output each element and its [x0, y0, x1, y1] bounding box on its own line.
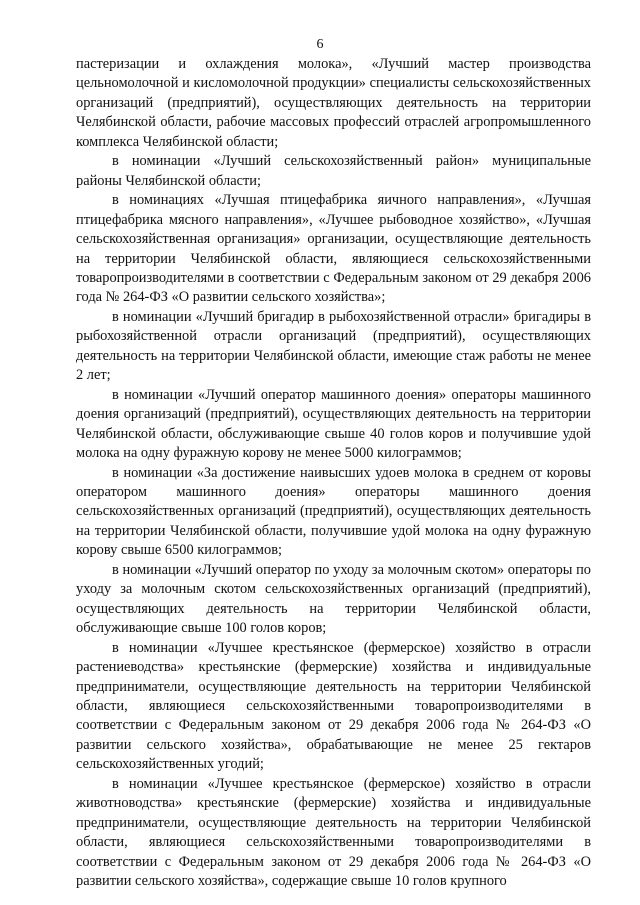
- page-number: 6: [316, 37, 324, 52]
- paragraph-nomination-milking-operator: в номинации «Лучший оператор машинного доения» операторы машинного доения организаций (предприятий), осуществляющих деятельность на территории Челябинской области, обслуживающие свыше 40 голов коров и получившие удой молока на одну фуражную корову не менее 5000 килограммов;: [76, 386, 591, 462]
- paragraph-nomination-organizations: в номинациях «Лучшая птицефабрика яичного направления», «Лучшая птицефабрика мясного направления», «Лучшее рыбоводное хозяйство», «Лучшая сельскохозяйственная организация» организации, осуществляющие деятельность на территории Челябинской области, являющиеся сельскохозяйственными товаропроизводителями в соответствии с Федеральным законом от 29 декабря 2006 года № 264-ФЗ «О развитии сельского хозяйства»;: [76, 192, 591, 306]
- paragraph-nomination-dairy-care-operator: в номинации «Лучший оператор по уходу за молочным скотом» операторы по уходу за молочным скотом сельскохозяйственных организаций (предприятий), осуществляющих деятельность на территории Челябинской области, обслуживающие свыше 100 голов коров;: [76, 561, 591, 637]
- paragraph-nomination-fish-brigadier: в номинации «Лучший бригадир в рыбохозяйственной отрасли» бригадиры в рыбохозяйственной отрасли организаций (предприятий), осуществляющих деятельность на территории Челябинской области, имеющие стаж работы не менее 2 лет;: [76, 308, 591, 384]
- paragraph-continuation: пастеризации и охлаждения молока», «Лучший мастер производства цельномолочной и кисломолочной продукции» специалисты сельскохозяйственных организаций (предприятий), осуществляющих деятельность на территории Челябинской области, рабочие массовых профессий отраслей агропромышленного комплекса Челябинской области;: [76, 56, 591, 150]
- paragraph-nomination-farm-crop: в номинации «Лучшее крестьянское (фермерское) хозяйство в отрасли растениеводства» крестьянские (фермерские) хозяйства и индивидуальные предприниматели, осуществляющие деятельность на территории Челябинской области, являющиеся сельскохозяйственными товаропроизводителями в соответствии с Федеральным законом от 29 декабря 2006 года № 264-ФЗ «О развитии сельского хозяйства», обрабатывающие не менее 25 гектаров сельскохозяйственных угодий;: [76, 639, 591, 773]
- paragraph-nomination-highest-yield: в номинации «За достижение наивысших удоев молока в среднем от коровы оператором машинного доения» операторы машинного доения сельскохозяйственных организаций (предприятий), осуществляющих деятельность на территории Челябинской области, получившие удой молока на одну фуражную корову свыше 6500 килограммов;: [76, 464, 591, 559]
- paragraph-nomination-district: в номинации «Лучший сельскохозяйственный район» муниципальные районы Челябинской области;: [76, 153, 591, 189]
- document-body: [76, 55, 591, 891]
- paragraph-nomination-farm-livestock: в номинации «Лучшее крестьянское (фермерское) хозяйство в отрасли животноводства» крестьянские (фермерские) хозяйства и индивидуальные предприниматели, осуществляющие деятельность на территории Челябинской области, являющиеся сельскохозяйственными товаропроизводителями в соответствии с Федеральным законом от 29 декабря 2006 года № 264-ФЗ «О развитии сельского хозяйства», содержащие свыше 10 голов крупного: [76, 775, 591, 890]
